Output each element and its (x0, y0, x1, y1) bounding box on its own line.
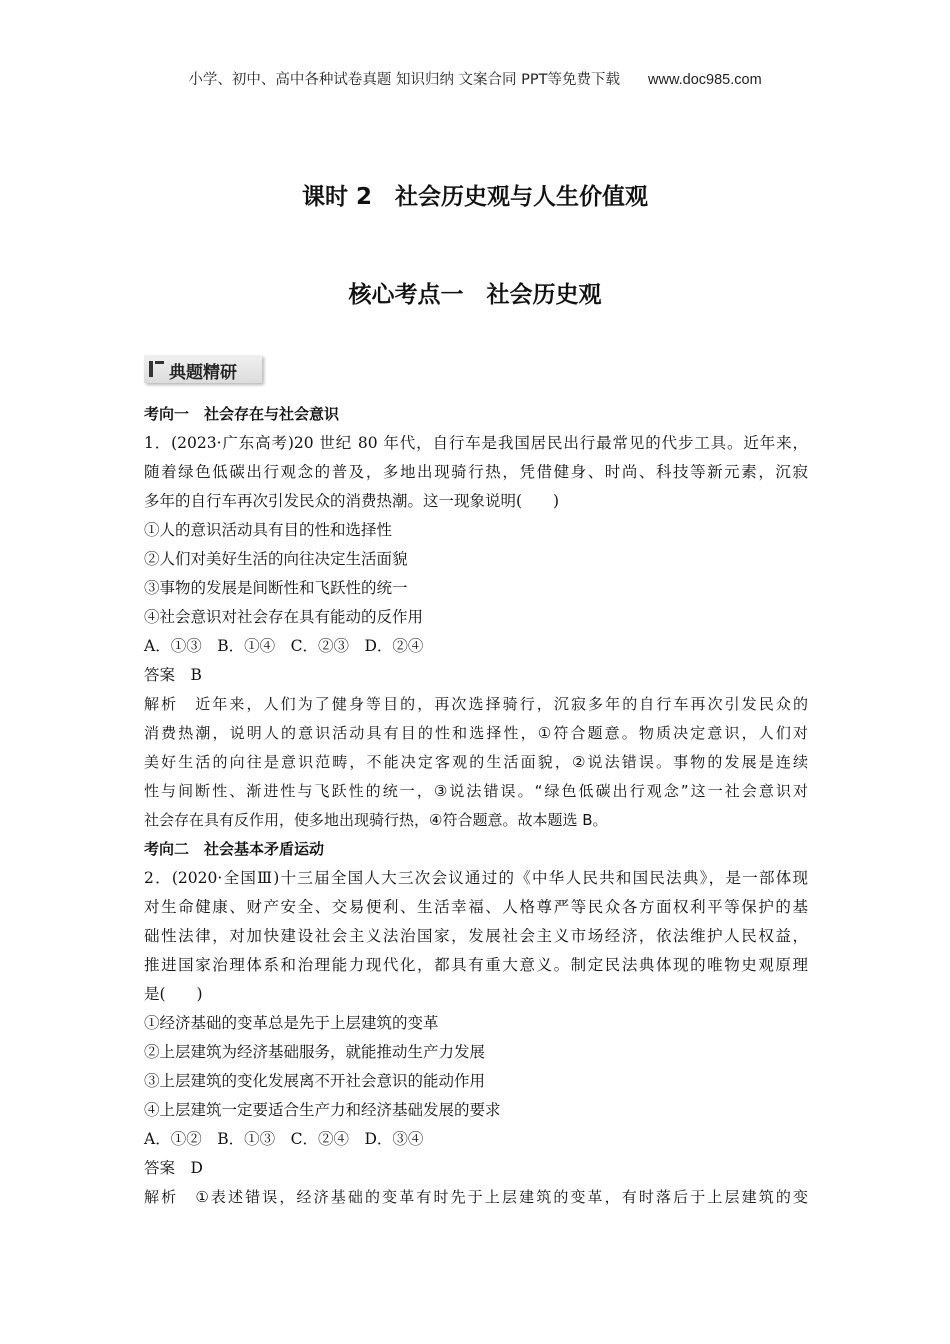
text-line: 美好生活的向往是意识范畴，不能决定客观的生活面貌，②说法错误。事物的发展是连续 (144, 753, 808, 771)
text-line: 答案 D (144, 1159, 203, 1177)
header-text: 小学、初中、高中各种试卷真题 知识归纳 文案合同 PPT等免费下载 (188, 72, 621, 88)
text-line: 对生命健康、财产安全、交易便利、生活幸福、人格尊严等民众各方面权利平等保护的基 (144, 898, 808, 916)
text-line: ②人们对美好生活的向往决定生活面貌 (144, 550, 408, 568)
text-line: 推进国家治理体系和治理能力现代化，都具有重大意义。制定民法典体现的唯物史观原理 (144, 956, 808, 974)
text-line: 答案 B (144, 666, 202, 684)
text-line: ③上层建筑的变化发展离不开社会意识的能动作用 (144, 1072, 486, 1090)
text-line: 是( ) (144, 985, 203, 1003)
page-header (0, 68, 950, 89)
text-line: 社会存在具有反作用，使多地出现骑行热，④符合题意。故本题选 B。 (144, 811, 608, 829)
section-label-bar (144, 355, 262, 383)
text-line: A．①③ B．①④ C．②③ D．②④ (144, 637, 424, 655)
text-line: 消费热潮，说明人的意识活动具有目的性和选择性，①符合题意。物质决定意识，人们对 (144, 724, 808, 742)
text-line: ③事物的发展是间断性和飞跃性的统一 (144, 579, 408, 597)
section-title: 核心考点一 社会历史观 (348, 282, 602, 308)
bookmark-icon-tab (155, 361, 164, 364)
text-line: 础性法律，对加快建设社会主义法治国家，发展社会主义市场经济，依法维护人民权益， (144, 927, 808, 945)
text-line: 解析 近年来，人们为了健身等目的，再次选择骑行，沉寂多年的自行车再次引发民众的 (144, 695, 808, 713)
text-line: 考向二 社会基本矛盾运动 (144, 840, 325, 858)
bookmark-icon (149, 361, 153, 377)
lesson-title: 课时 2 社会历史观与人生价值观 (301, 184, 648, 210)
text-line: ④社会意识对社会存在具有能动的反作用 (144, 608, 424, 626)
text-line: 多年的自行车再次引发民众的消费热潮。这一现象说明( ) (144, 492, 560, 510)
text-line: ④上层建筑一定要适合生产力和经济基础发展的要求 (144, 1101, 501, 1119)
text-line: 2．(2020·全国Ⅲ)十三届全国人大三次会议通过的《中华人民共和国民法典》，是一部体现 (144, 869, 808, 887)
text-line: A．①② B．①③ C．②④ D．③④ (144, 1130, 424, 1148)
text-line: ①人的意识活动具有目的性和选择性 (144, 521, 393, 539)
text-line: 考向一 社会存在与社会意识 (144, 405, 340, 423)
header-url[interactable]: www.doc985.com (648, 72, 762, 88)
text-line: ①经济基础的变革总是先于上层建筑的变革 (144, 1014, 439, 1032)
text-line: 随着绿色低碳出行观念的普及，多地出现骑行热，凭借健身、时尚、科技等新元素，沉寂 (144, 463, 808, 481)
document-body (144, 400, 808, 1212)
section-label: 典题精研 (169, 363, 237, 383)
text-line: 性与间断性、渐进性与飞跃性的统一，③说法错误。“绿色低碳出行观念”这一社会意识对 (144, 782, 808, 800)
text-line: 1．(2023·广东高考)20 世纪 80 年代，自行车是我国居民出行最常见的代步工具。近年来， (144, 434, 808, 452)
text-line: ②上层建筑为经济基础服务，就能推动生产力发展 (144, 1043, 486, 1061)
text-line: 解析 ①表述错误，经济基础的变革有时先于上层建筑的变革，有时落后于上层建筑的变 (144, 1188, 808, 1206)
